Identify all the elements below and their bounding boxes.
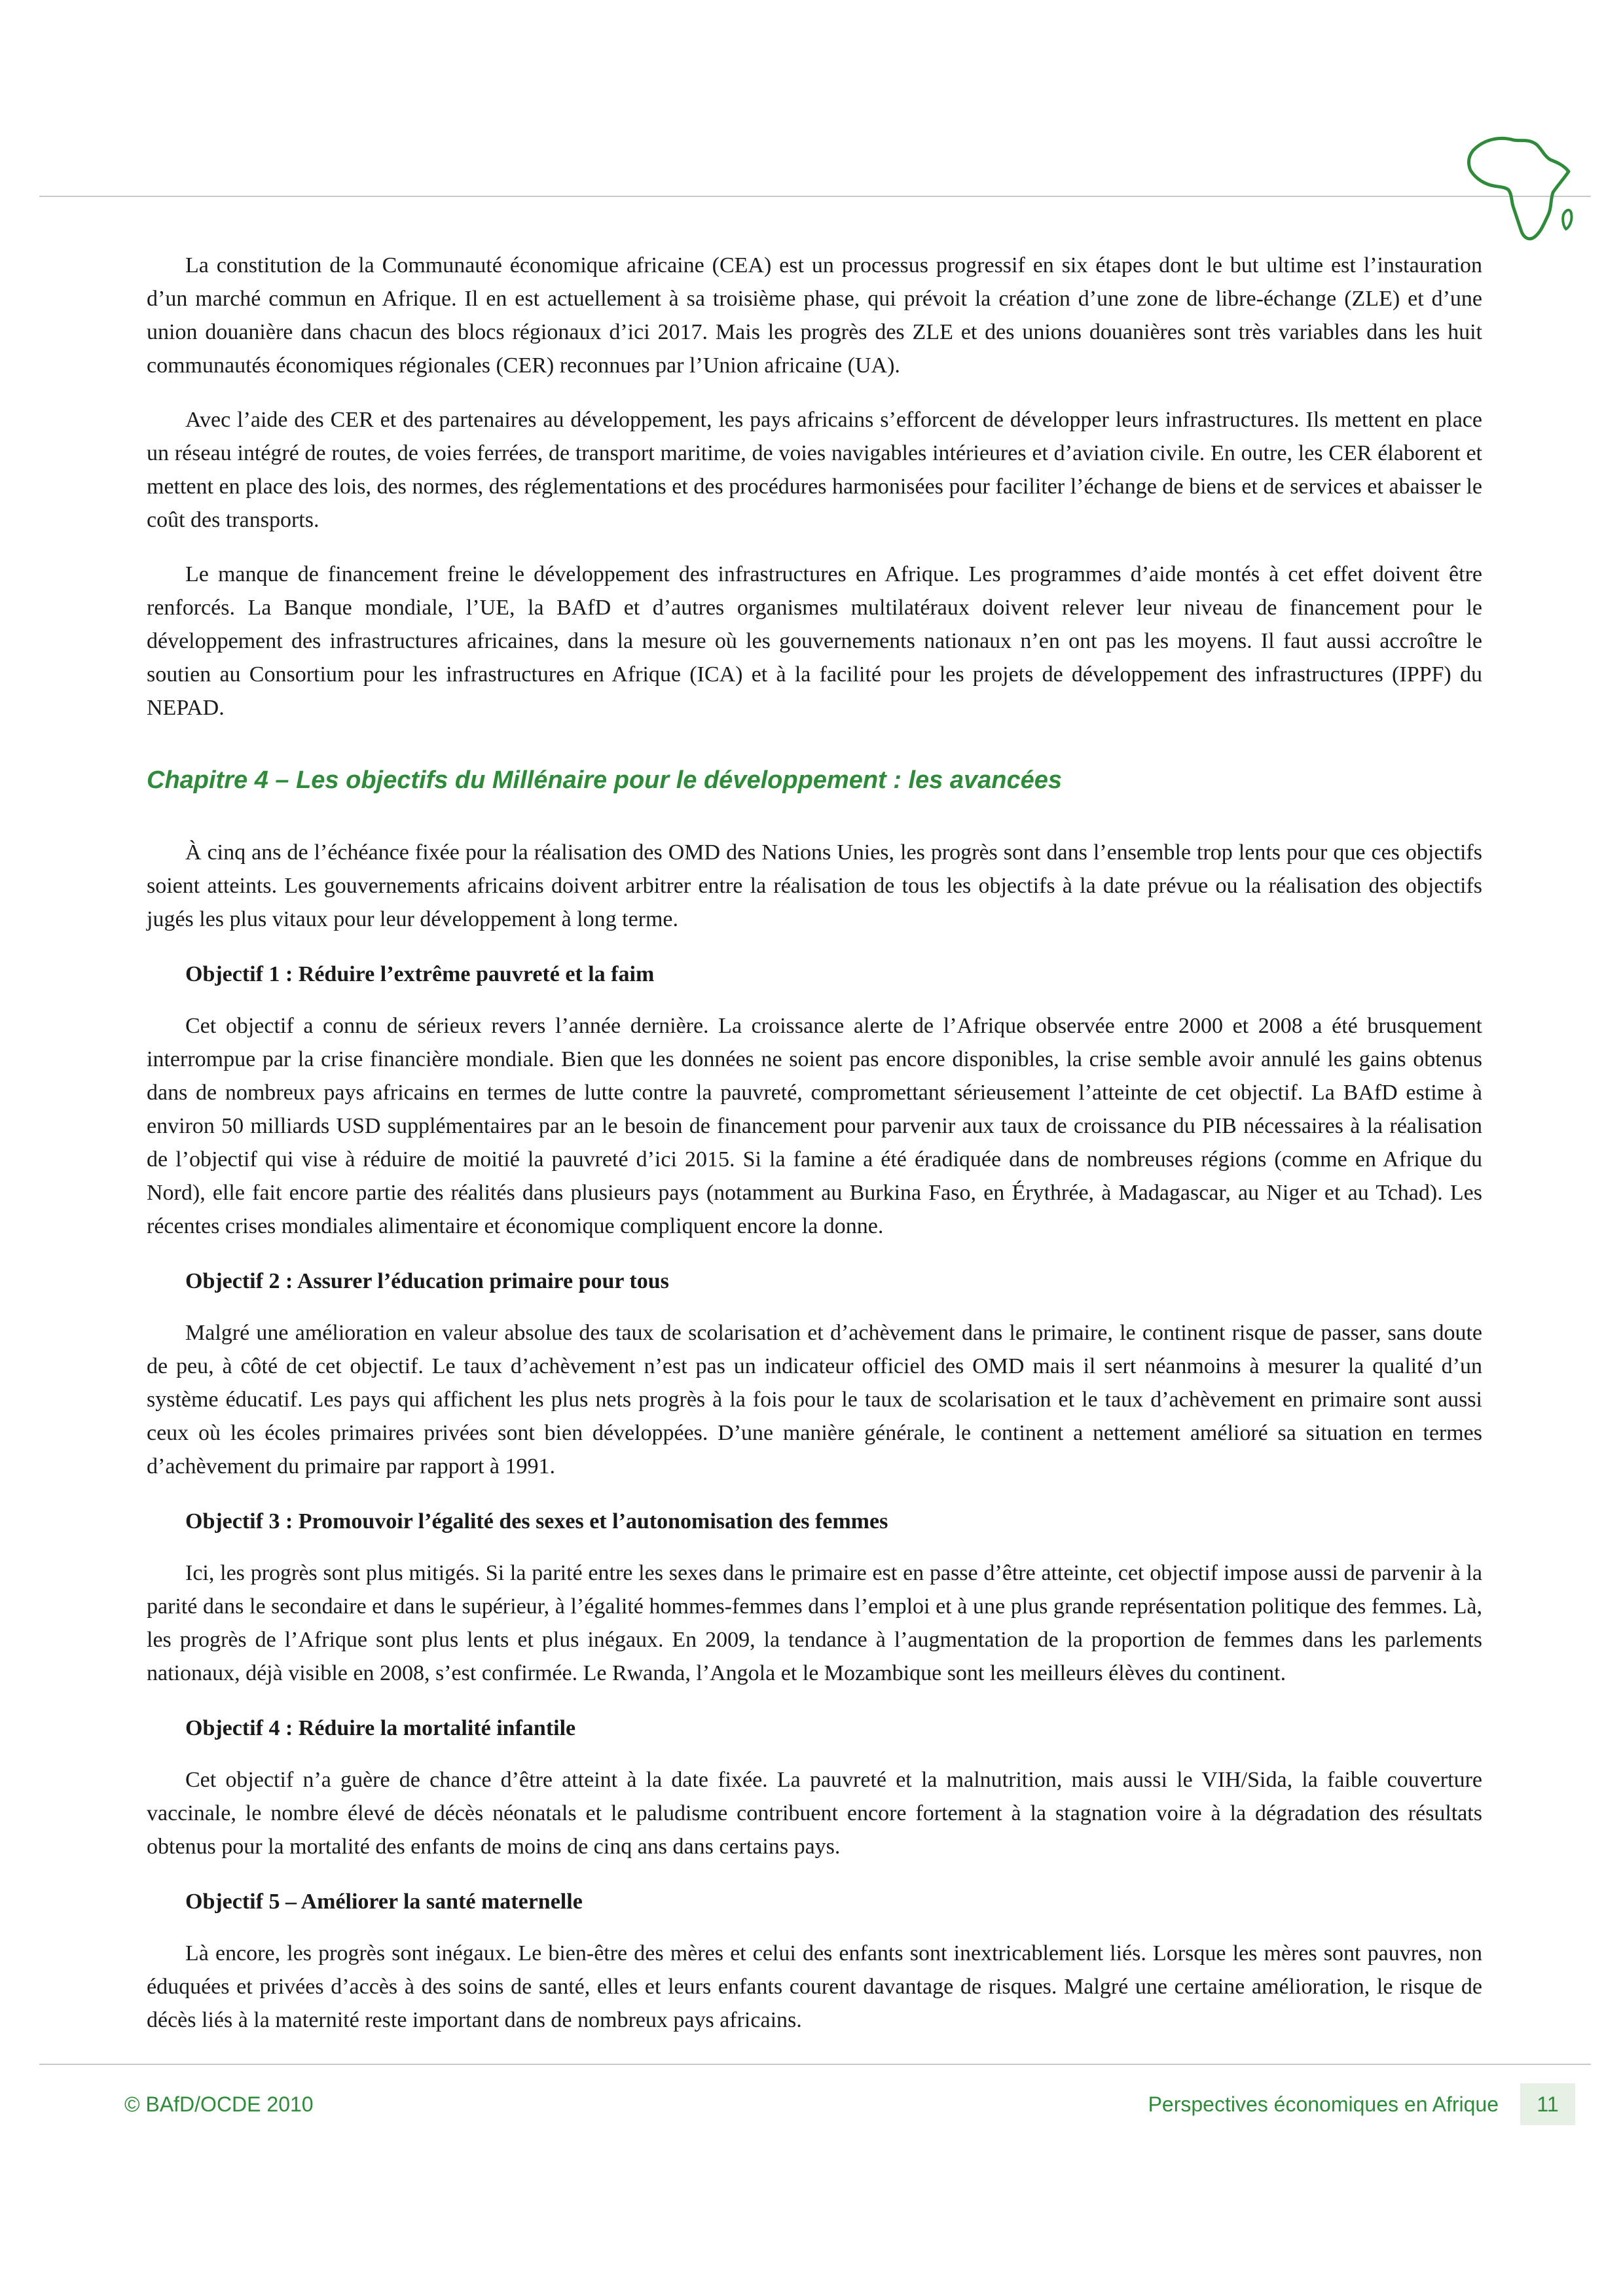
footer-publication-title: Perspectives économiques en Afrique [1148, 2092, 1499, 2116]
objective-text: Cet objectif n’a guère de chance d’être atteint à la date fixée. La pauvreté et la malnutrition, mais aussi le VIH/Sida, la faible couverture vaccinale, le nombre élevé de décès néonatals et le paludisme contribuent encore fortement à la stagnation voire à la dégradation des résultats obtenus pour la mortalité des enfants de moins de cinq ans dans certains pays. [147, 1768, 1482, 1859]
objective-text: Cet objectif a connu de sérieux revers l’année dernière. La croissance alerte de l’Afrique observée entre 2000 et 2008 a été brusquement interrompue par la crise financière mondiale. Bien que les données ne soient pas encore disponibles, la crise semble avoir annulé les gains obtenus dans de nombreux pays africains en termes de lutte contre la pauvreté, compromettant sérieusement l’atteinte de cet objectif. La BAfD estime à environ 50 milliards USD supplémentaires par an le besoin de financement pour parvenir aux taux de croissance du PIB nécessaires à la réalisation de l’objectif qui vise à réduire de moitié la pauvreté d’ici 2015. Si la famine a été éradiquée dans de nombreuses régions (comme en Afrique du Nord), elle fait encore partie des réalités dans plusieurs pays (notamment au Burkina Faso, en Érythrée, à Madagascar, au Niger et au Tchad). Les récentes crises mondiales alimentaire et économique compliquent encore la donne. [147, 1014, 1482, 1238]
header-rule [39, 196, 1591, 197]
africa-map-icon [1448, 124, 1586, 255]
objective-heading: Objectif 3 : Promouvoir l’égalité des sexes et l’autonomisation des femmes [185, 1509, 888, 1534]
objective-heading: Objectif 4 : Réduire la mortalité infantile [185, 1716, 576, 1740]
objective-heading: Objectif 5 – Améliorer la santé maternelle [185, 1890, 583, 1914]
objective-text: Ici, les progrès sont plus mitigés. Si la parité entre les sexes dans le primaire est en passe d’être atteinte, cet objectif impose aussi de parvenir à la parité dans le secondaire et dans le supérieur, à l’égalité hommes-femmes dans l’emploi et à une plus grande représentation politique des femmes. Là, les progrès de l’Afrique sont plus lents et plus inégaux. En 2009, la tendance à l’augmentation de la proportion de femmes dans les parlements nationaux, déjà visible en 2008, s’est confirmée. Le Rwanda, l’Angola et le Mozambique sont les meilleurs élèves du continent. [147, 1561, 1482, 1685]
intro-paragraph: Avec l’aide des CER et des partenaires au développement, les pays africains s’efforcent de développer leurs infrastructures. Ils mettent en place un réseau intégré de routes, de voies ferrées, de transport maritime, de voies navigables intérieures et d’aviation civile. En outre, les CER élaborent et mettent en place des lois, des normes, des réglementations et des procédures harmonisées pour faciliter l’échange de biens et de services et abaisser le coût des transports. [147, 408, 1482, 532]
intro-paragraph: La constitution de la Communauté économique africaine (CEA) est un processus progressif en six étapes dont le but ultime est l’instauration d’un marché commun en Afrique. Il en est actuellement à sa troisième phase, qui prévoit la création d’une zone de libre-échange (ZLE) et d’une union douanière dans chacun des blocs régionaux d’ici 2017. Mais les progrès des ZLE et des unions douanières sont très variables dans les huit communautés économiques régionales (CER) reconnues par l’Union africaine (UA). [147, 253, 1482, 378]
main-content [147, 249, 1482, 2058]
chapter-title: Chapitre 4 – Les objectifs du Millénaire pour le développement : les avancées [147, 766, 1063, 794]
objective-heading: Objectif 1 : Réduire l’extrême pauvreté et la faim [185, 962, 655, 986]
footer-copyright: © BAfD/OCDE 2010 [124, 2092, 314, 2116]
intro-paragraph: Le manque de financement freine le développement des infrastructures en Afrique. Les programmes d’aide montés à cet effet doivent être renforcés. La Banque mondiale, l’UE, la BAfD et d’autres organismes multilatéraux doivent relever leur niveau de financement pour le développement des infrastructures africaines, dans la mesure où les gouvernements nationaux n’en ont pas les moyens. Il faut aussi accroître le soutien au Consortium pour les infrastructures en Afrique (ICA) et à la facilité pour les projets de développement des infrastructures (IPPF) du NEPAD. [147, 562, 1482, 720]
footer-rule [39, 2064, 1591, 2065]
objective-text: Malgré une amélioration en valeur absolue des taux de scolarisation et d’achèvement dans le primaire, le continent risque de passer, sans doute de peu, à côté de cet objectif. Le taux d’achèvement n’est pas un indicateur officiel des OMD mais il sert néanmoins à mesurer la qualité d’un système éducatif. Les pays qui affichent les plus nets progrès à la fois pour le taux de scolarisation et le taux d’achèvement en primaire sont aussi ceux où les écoles primaires privées sont bien développées. D’une manière générale, le continent a nettement amélioré sa situation en termes d’achèvement du primaire par rapport à 1991. [147, 1321, 1482, 1479]
objective-heading: Objectif 2 : Assurer l’éducation primaire pour tous [185, 1269, 669, 1293]
chapter-intro: À cinq ans de l’échéance fixée pour la réalisation des OMD des Nations Unies, les progrès sont dans l’ensemble trop lents pour que ces objectifs soient atteints. Les gouvernements africains doivent arbitrer entre la réalisation de tous les objectifs à la date prévue ou la réalisation des objectifs jugés les plus vitaux pour leur développement à long terme. [147, 840, 1482, 931]
objective-text: Là encore, les progrès sont inégaux. Le bien-être des mères et celui des enfants sont inextricablement liés. Lorsque les mères sont pauvres, non éduquées et privées d’accès à des soins de santé, elles et leurs enfants courent davantage de risques. Malgré une certaine amélioration, le risque de décès liés à la maternité reste important dans de nombreux pays africains. [147, 1941, 1482, 2032]
page-number: 11 [1520, 2083, 1575, 2125]
